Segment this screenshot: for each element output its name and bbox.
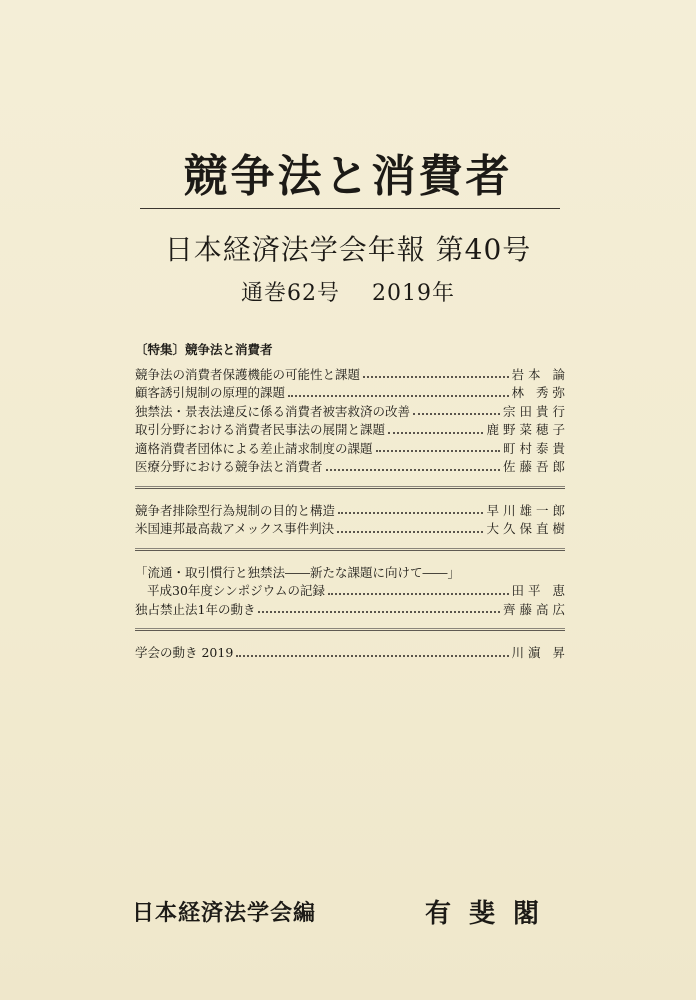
toc-entry-author: 林 秀弥: [511, 385, 569, 400]
toc-entry-title: 取引分野における消費者民事法の展開と課題: [135, 422, 386, 437]
volume-info: [0, 276, 696, 307]
section-divider: [135, 548, 565, 549]
toc-group-feature: [135, 363, 569, 474]
toc-group-news: [135, 641, 569, 660]
leader-dots: [328, 593, 509, 595]
toc-entry-author: 岩本 論: [511, 366, 569, 382]
table-of-contents: [135, 342, 569, 660]
toc-entry-title: 適格消費者団体による差止請求制度の課題: [135, 440, 373, 456]
toc-entry: [135, 418, 569, 437]
toc-entry-author: 鹿野菜穂子: [486, 422, 569, 437]
toc-entry-author: 川濵 昇: [511, 645, 569, 660]
leader-dots: [388, 432, 483, 434]
toc-entry-author: 齊藤高広: [502, 601, 569, 617]
toc-entry-title: 平成30年度シンポジウムの記録: [147, 583, 325, 598]
leader-dots: [326, 469, 500, 471]
toc-entry-title: 学会の動き 2019: [135, 645, 234, 660]
toc-entry: [135, 598, 569, 617]
toc-group-articles: [135, 499, 569, 536]
toc-entry: [135, 437, 569, 456]
toc-entry-title: 「流通・取引慣行と独禁法――新たな課題に向けて――」: [135, 564, 461, 580]
publication-year: 2019年: [372, 281, 455, 306]
title-rule: [140, 208, 560, 209]
toc-entry-author: 早川雄一郎: [486, 502, 569, 518]
toc-entry: [135, 363, 569, 382]
symposium-heading: [135, 561, 565, 580]
toc-entry: [135, 499, 569, 518]
leader-dots: [236, 655, 508, 657]
leader-dots: [258, 611, 500, 613]
toc-entry-title: 独占禁止法1年の動き: [135, 601, 256, 617]
toc-entry-author: 宗田貴行: [502, 403, 569, 419]
toc-entry: [135, 455, 569, 474]
toc-entry: [135, 381, 569, 400]
book-title: 競争法と消費者: [183, 151, 513, 202]
toc-entry-title: 競争者排除型行為規制の目的と構造: [135, 502, 336, 518]
section-divider: [135, 628, 565, 629]
feature-heading: 〔特集〕競争法と消費者: [135, 342, 273, 357]
serial-number: 通巻62号: [241, 281, 340, 306]
leader-dots: [363, 376, 509, 378]
toc-entry-author: 佐藤吾郎: [502, 459, 569, 474]
toc-entry: [135, 579, 569, 598]
toc-entry-title: 米国連邦最高裁アメックス事件判決: [135, 521, 335, 536]
leader-dots: [413, 413, 500, 415]
toc-entry: [135, 400, 569, 419]
publisher-name: 有斐閣: [425, 899, 558, 929]
toc-entry: [135, 517, 569, 536]
toc-group-symposium: [135, 561, 569, 617]
leader-dots: [337, 531, 483, 533]
leader-dots: [338, 512, 483, 514]
toc-entry-title: 独禁法・景表法違反に係る消費者被害救済の改善: [135, 403, 411, 419]
editor-credit: 日本経済法学会編: [132, 900, 317, 926]
toc-entry-title: 顧客誘引規制の原理的課題: [135, 385, 286, 400]
toc-entry-title: 医療分野における競争法と消費者: [135, 459, 323, 474]
toc-entry-author: 大久保直樹: [486, 521, 569, 536]
section-divider: [135, 486, 565, 487]
toc-entry-author: 田平 恵: [511, 583, 569, 598]
leader-dots: [288, 395, 509, 397]
toc-entry-title: 競争法の消費者保護機能の可能性と課題: [135, 366, 361, 382]
leader-dots: [376, 450, 500, 452]
toc-entry: [135, 641, 569, 660]
toc-entry-author: 町村泰貴: [502, 440, 569, 456]
journal-name: 日本経済法学会年報 第40号: [164, 233, 532, 266]
